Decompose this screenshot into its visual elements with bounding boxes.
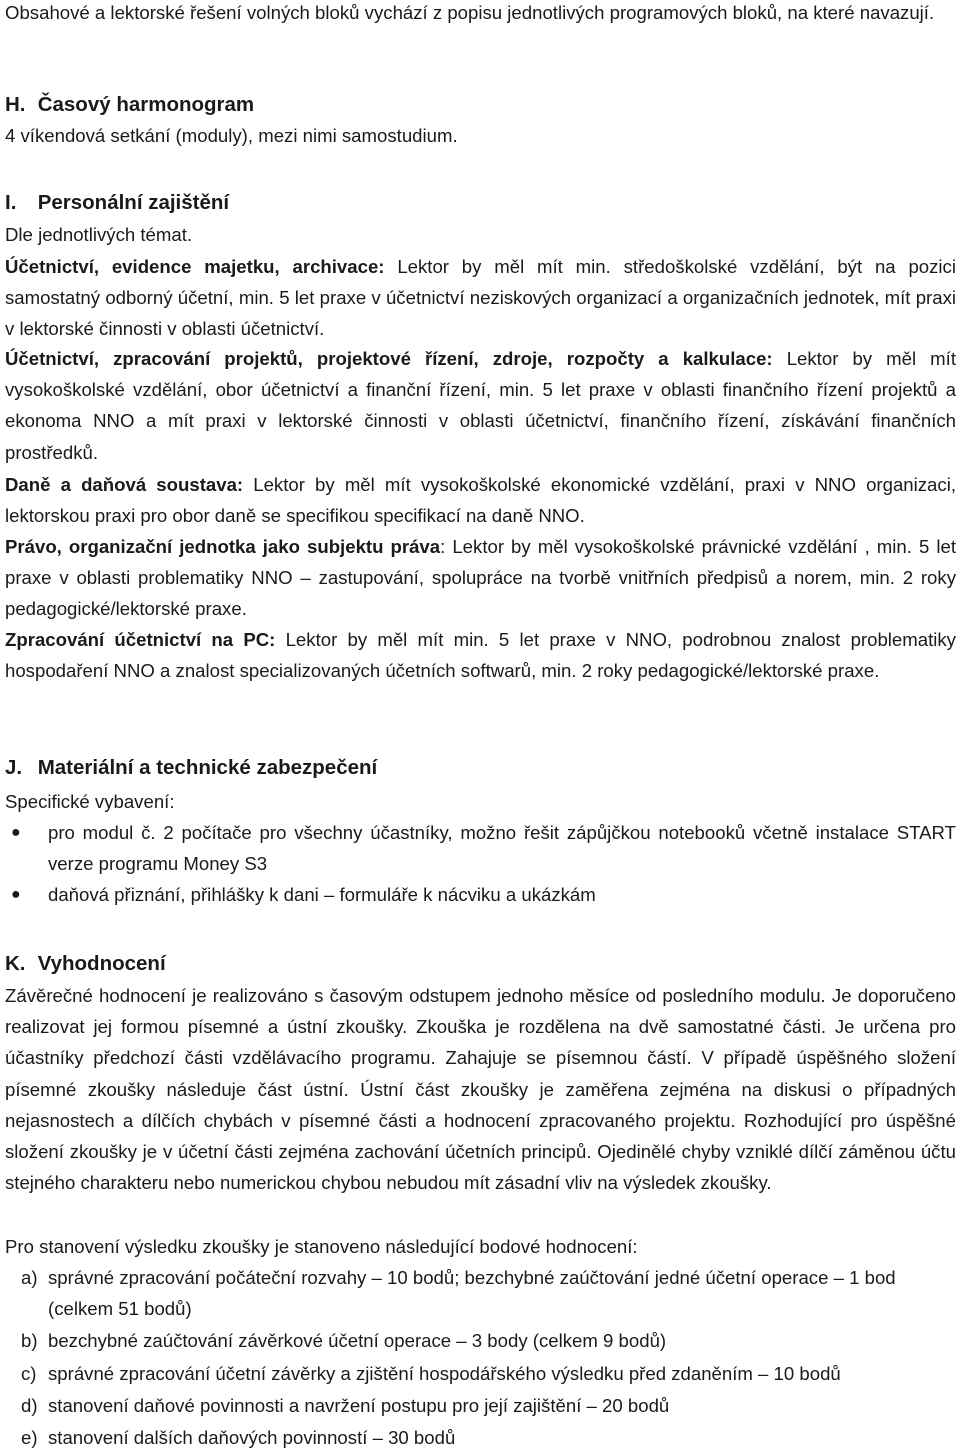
list-item-label: c) <box>21 1362 37 1384</box>
bullet-icon: ● <box>11 824 21 841</box>
section-k-title: Vyhodnocení <box>37 952 166 975</box>
bullet-icon: ● <box>11 886 21 904</box>
section-j-letter: J. <box>5 756 23 779</box>
staff-item-title: Účetnictví, zpracování projektů, projektové řízení, zdroje, rozpočty a kalkulace: <box>5 348 773 369</box>
list-item <box>5 1262 956 1324</box>
list-item <box>5 1422 956 1453</box>
staff-item-law <box>5 531 956 625</box>
staff-item-title: Zpracování účetnictví na PC: <box>5 629 276 650</box>
scoring-list <box>5 1262 956 1454</box>
list-item-label: b) <box>21 1330 38 1352</box>
section-i-heading <box>5 187 956 218</box>
list-item-text: bezchybné zaúčtování závěrkové účetní operace – 3 body (celkem 9 bodů) <box>48 1330 667 1352</box>
list-item <box>5 1358 956 1389</box>
section-k-heading <box>5 948 956 979</box>
list-item-label: a) <box>21 1267 38 1288</box>
staff-item-title: Právo, organizační jednotka jako subjektu práva <box>5 536 441 557</box>
list-item-text: stanovení dalších daňových povinností – 30 bodů <box>48 1427 456 1449</box>
staff-item-accounting <box>5 251 956 345</box>
list-item: ● daňová přiznání, přihlášky k dani – formuláře k nácviku a ukázkám <box>5 879 956 910</box>
list-item: ● pro modul č. 2 počítače pro všechny účastníky, možno řešit zápůjčkou notebooků včetně instalace START verze programu Money S3 <box>5 817 956 879</box>
list-item <box>5 1325 956 1356</box>
list-item-label: e) <box>21 1427 38 1449</box>
staff-item-title: Účetnictví, evidence majetku, archivace: <box>5 256 385 277</box>
intro-paragraph: Obsahové a lektorské řešení volných bloků vychází z popisu jednotlivých programových bloků, na které navazují. <box>5 2 935 23</box>
section-h-text: 4 víkendová setkání (moduly), mezi nimi samostudium. <box>5 125 458 146</box>
section-k-letter: K. <box>5 952 26 975</box>
list-item-text: správné zpracování účetní závěrky a zjištění hospodářského výsledku před zdaněním – 10 bodů <box>48 1362 841 1384</box>
list-item-label: d) <box>21 1394 38 1416</box>
section-j-subtitle: Specifické vybavení: <box>5 791 175 812</box>
section-h-title: Časový harmonogram <box>37 93 255 116</box>
staff-item-text: : Lektor by měl vysokoškolské právnické vzdělání , min. 5 let praxe v oblasti problematiky NNO – zastupování, spolupráce na tvorbě vnitřních předpisů a norem, min. 2 roky pedagogické/lektorské praxe. <box>5 536 956 620</box>
section-h-heading <box>5 89 956 120</box>
staff-item-pc-accounting <box>5 624 956 686</box>
staff-item-taxes <box>5 469 956 531</box>
section-i-letter: I. <box>5 191 17 214</box>
staff-item-text: Lektor by měl mít min. 5 let praxe v NNO, podrobnou znalost problematiky hospodaření NNO a znalost specializovaných účetních softwarů, min. 2 roky pedagogické/lektorské praxe. <box>5 629 956 682</box>
section-i-title: Personální zajištění <box>37 191 230 214</box>
section-j-title: Materiální a technické zabezpečení <box>37 756 378 779</box>
staff-item-projects <box>5 343 956 468</box>
staff-item-text: Lektor by měl mít min. středoškolské vzdělání, být na pozici samostatný odborný účetní, min. 5 let praxe v účetnictví neziskových organizací a organizačních jednotek, mít praxi v lektorské činnosti v oblasti účetnictví. <box>5 256 956 340</box>
evaluation-paragraph: Závěrečné hodnocení je realizováno s časovým odstupem jednoho měsíce od posledního modulu. Je doporučeno realizovat jej formou písemné a ústní zkoušky. Zkouška je rozdělena na dvě samostatné části. Je určena pro účastníky předchozí části vzdělávacího programu. Zahajuje se písemnou částí. V případě úspěšného složení písemné zkoušky následuje část ústní. Ústní část zkoušky je zaměřena zejména na diskusi o případných nejasnostech a dílčích chybách v písemné části a hodnocení zpracovaného projektu. Rozhodující pro úspěšné složení zkoušky je v účetní části zejména zachování účetních principů. Ojedinělé chyby vzniklé dílčí záměnou účtu stejného charakteru nebo numerickou chybou nebudou mít zásadní vliv na výsledek zkoušky. <box>5 985 956 1194</box>
list-item-text: stanovení daňové povinnosti a navržení postupu pro její zajištění – 20 bodů <box>48 1394 670 1416</box>
section-h-letter: H. <box>5 93 26 116</box>
section-i-subtitle: Dle jednotlivých témat. <box>5 224 193 245</box>
staff-item-text: Lektor by měl mít vysokoškolské vzdělání, obor účetnictví a finanční řízení, min. 5 let praxe v oblasti finančního řízení projektů a ekonoma NNO a mít praxi v lektorské činnosti v oblasti účetnictví, finančního řízení, získávání finančních prostředků. <box>5 348 956 463</box>
staff-item-title: Daně a daňová soustava: <box>5 474 244 495</box>
section-j-heading <box>5 752 956 783</box>
equipment-list <box>5 817 956 911</box>
list-item <box>5 1390 956 1421</box>
scoring-intro: Pro stanovení výsledku zkoušky je stanoveno následující bodové hodnocení: <box>5 1236 638 1257</box>
list-item-text: správné zpracování počáteční rozvahy – 10 bodů; bezchybné zaúčtování jedné účetní operace – 1 bod (celkem 51 bodů) <box>48 1267 896 1320</box>
staff-item-text: Lektor by měl mít vysokoškolské ekonomické vzdělání, praxi v NNO organizaci, lektorskou praxi pro obor daně se specifikou specifikací na daně NNO. <box>5 474 956 527</box>
